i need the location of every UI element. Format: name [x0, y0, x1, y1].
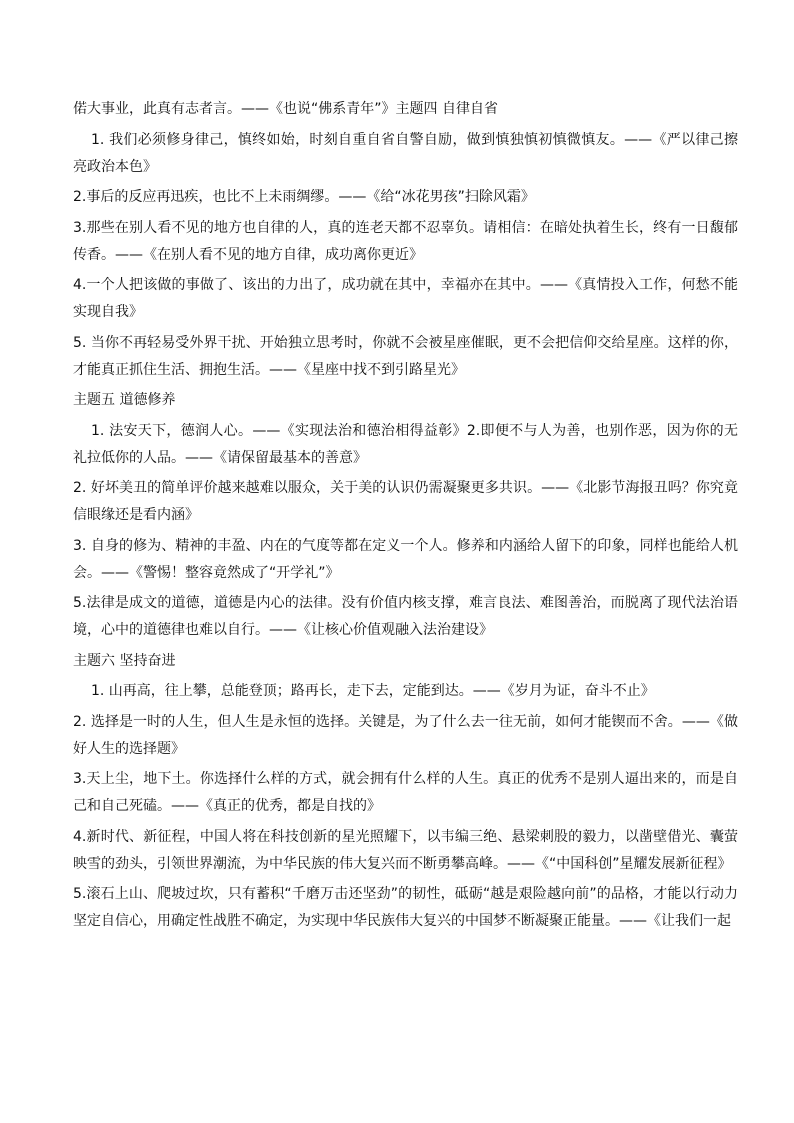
paragraph-theme4-item-2: 2.事后的反应再迅疾，也比不上未雨绸缪。——《给“冰花男孩”扫除风霜》 [73, 189, 535, 205]
paragraph-theme4-item-1: 1. 我们必须修身律己，慎终如始，时刻自重自省自警自励，做到慎独慎初慎微慎友。——《严以律己擦亮政治本色》 [73, 131, 738, 175]
paragraph-theme4-item-4: 4.一个人把该做的事做了、该出的力出了，成功就在其中，幸福亦在其中。——《真情投入工作，何愁不能实现自我》 [73, 277, 738, 320]
paragraph-theme5-item-3: 3. 自身的修为、精神的丰盈、内在的气度等都在定义一个人。修养和内涵给人留下的印象，同样也能给人机会。——《警惕！整容竟然成了“开学礼”》 [73, 537, 738, 581]
paragraph-theme6-item-5: 5.滚石上山、爬坡过坎，只有蓄积“千磨万击还坚劲”的韧性，砥砺“越是艰险越向前”的品格，才能以行动力坚定自信心，用确定性战胜不确定，为实现中华民族伟大复兴的中国梦不断凝聚正能量。——《让我们一起 [73, 886, 738, 929]
paragraph-theme6-item-2: 2. 选择是一时的人生，但人生是永恒的选择。关键是，为了什么去一往无前，如何才能锲而不舍。——《做好人生的选择题》 [73, 713, 738, 757]
paragraph-theme6-item-1: 1. 山再高，往上攀，总能登顶；路再长，走下去，定能到达。——《岁月为证，奋斗不止》 [91, 683, 655, 699]
paragraph-theme6-item-4: 4.新时代、新征程，中国人将在科技创新的星光照耀下，以韦编三绝、悬梁刺股的毅力，以凿壁借光、囊萤映雪的劲头，引领世界潮流，为中华民族的伟大复兴而不断勇攀高峰。——《“中国科创”星耀发展新征程》 [73, 828, 738, 872]
heading-theme5: 主题五 道德修养 [73, 392, 176, 408]
paragraph-theme6-item-3: 3.天上尘，地下土。你选择什么样的方式，就会拥有什么样的人生。真正的优秀不是别人逼出来的，而是自己和自己死磕。——《真正的优秀，都是自找的》 [73, 771, 738, 814]
paragraph-theme4-item-5: 5. 当你不再轻易受外界干扰、开始独立思考时，你就不会被星座催眠，更不会把信仰交给星座。这样的你，才能真正抓住生活、拥抱生活。——《星座中找不到引路星光》 [73, 334, 738, 378]
paragraph-theme5-item-1: 1. 法安天下，德润人心。——《实现法治和德治相得益彰》2.即便不与人为善，也别作恶，因为你的无礼拉低你的人品。——《请保留最基本的善意》 [73, 422, 738, 466]
paragraph-theme4-intro: 偌大事业，此真有志者言。——《也说“佛系青年”》主题四 自律自省 [73, 101, 498, 117]
paragraph-theme4-item-3: 3.那些在别人看不见的地方也自律的人，真的连老天都不忍辜负。请相信：在暗处执着生长，终有一日馥郁传香。——《在别人看不见的地方自律，成功离你更近》 [73, 219, 738, 263]
paragraph-theme5-item-5: 5.法律是成文的道德，道德是内心的法律。没有价值内核支撑，难言良法、难图善治，而脱离了现代法治语境，心中的道德律也难以自行。——《让核心价值观融入法治建设》 [73, 595, 738, 638]
paragraph-theme5-item-2: 2. 好坏美丑的简单评价越来越难以服众，关于美的认识仍需凝聚更多共识。——《北影节海报丑吗？你究竟信眼缘还是看内涵》 [73, 480, 738, 523]
heading-theme6: 主题六 坚持奋进 [73, 652, 176, 669]
